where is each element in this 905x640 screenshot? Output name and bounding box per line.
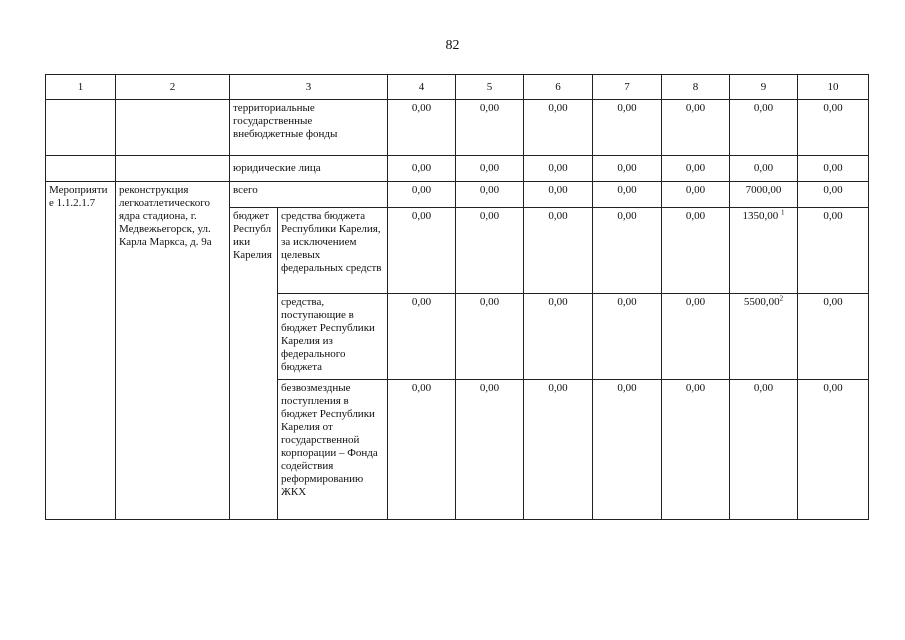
source-label: территориальные государственные внебюджетные фонды — [230, 100, 388, 156]
col-header-1: 1 — [46, 75, 116, 100]
value-cell: 0,00 — [524, 182, 593, 208]
value-cell: 0,00 — [524, 208, 593, 294]
value-cell: 0,00 — [524, 156, 593, 182]
value-cell: 0,00 — [662, 156, 730, 182]
value-cell: 0,00 — [730, 380, 798, 520]
budget-table — [45, 74, 869, 520]
col-header-7: 7 — [593, 75, 662, 100]
value-cell-with-note — [730, 208, 798, 294]
value-cell: 0,00 — [730, 156, 798, 182]
event-code: Мероприятие 1.1.2.1.7 — [46, 182, 116, 520]
value-cell: 0,00 — [456, 182, 524, 208]
value-text: 5500,00 — [743, 296, 780, 308]
value-cell: 0,00 — [662, 182, 730, 208]
value-cell: 0,00 — [662, 208, 730, 294]
value-cell: 0,00 — [388, 380, 456, 520]
empty-cell — [46, 100, 116, 156]
value-cell: 0,00 — [798, 156, 869, 182]
source-label: юридические лица — [230, 156, 388, 182]
col-header-8: 8 — [662, 75, 730, 100]
value-cell: 0,00 — [456, 156, 524, 182]
col-header-5: 5 — [456, 75, 524, 100]
source-label: средства бюджета Республики Карелия, за исключением целевых федеральных средств — [278, 208, 388, 294]
value-cell: 0,00 — [388, 156, 456, 182]
value-cell: 7000,00 — [730, 182, 798, 208]
value-cell: 0,00 — [798, 182, 869, 208]
value-cell: 0,00 — [730, 100, 798, 156]
value-cell: 0,00 — [662, 380, 730, 520]
empty-cell — [116, 100, 230, 156]
col-header-9: 9 — [730, 75, 798, 100]
value-cell: 0,00 — [798, 294, 869, 380]
value-text: 1350,00 — [742, 210, 779, 222]
value-cell: 0,00 — [524, 294, 593, 380]
value-cell: 0,00 — [593, 294, 662, 380]
value-cell: 0,00 — [798, 100, 869, 156]
value-cell: 0,00 — [593, 208, 662, 294]
value-cell: 0,00 — [593, 156, 662, 182]
table-row-total — [46, 182, 869, 208]
footnote-mark: 2 — [779, 294, 784, 303]
col-header-10: 10 — [798, 75, 869, 100]
value-cell: 0,00 — [388, 208, 456, 294]
header-row — [46, 75, 869, 100]
footnote-mark: 1 — [781, 208, 785, 217]
value-cell: 0,00 — [524, 100, 593, 156]
value-cell: 0,00 — [662, 294, 730, 380]
value-cell: 0,00 — [593, 380, 662, 520]
value-cell: 0,00 — [456, 208, 524, 294]
table-row-legal — [46, 156, 869, 182]
value-cell: 0,00 — [388, 294, 456, 380]
col-header-3: 3 — [230, 75, 388, 100]
value-cell: 0,00 — [388, 182, 456, 208]
source-label: средства, поступающие в бюджет Республики Карелия из федерального бюджета — [278, 294, 388, 380]
table-row-territorial — [46, 100, 869, 156]
value-cell: 0,00 — [662, 100, 730, 156]
col-header-6: 6 — [524, 75, 593, 100]
empty-cell — [116, 156, 230, 182]
total-label: всего — [230, 182, 388, 208]
value-cell: 0,00 — [456, 294, 524, 380]
col-header-2: 2 — [116, 75, 230, 100]
value-cell: 0,00 — [798, 380, 869, 520]
value-cell-with-note — [730, 294, 798, 380]
page-number: 82 — [445, 38, 460, 53]
event-name: реконструкция легкоатлетического ядра стадиона, г. Медвежьегорск, ул. Карла Маркса, д. 9а — [116, 182, 230, 520]
value-cell: 0,00 — [456, 100, 524, 156]
budget-label: бюджет Республики Карелия — [230, 208, 278, 520]
value-cell: 0,00 — [456, 380, 524, 520]
source-label: безвозмездные поступления в бюджет Республики Карелия от государственной корпорации – Фонда содействия реформированию ЖКХ — [278, 380, 388, 520]
value-cell: 0,00 — [524, 380, 593, 520]
value-cell: 0,00 — [593, 100, 662, 156]
value-cell: 0,00 — [798, 208, 869, 294]
empty-cell — [46, 156, 116, 182]
col-header-4: 4 — [388, 75, 456, 100]
value-cell: 0,00 — [388, 100, 456, 156]
value-cell: 0,00 — [593, 182, 662, 208]
